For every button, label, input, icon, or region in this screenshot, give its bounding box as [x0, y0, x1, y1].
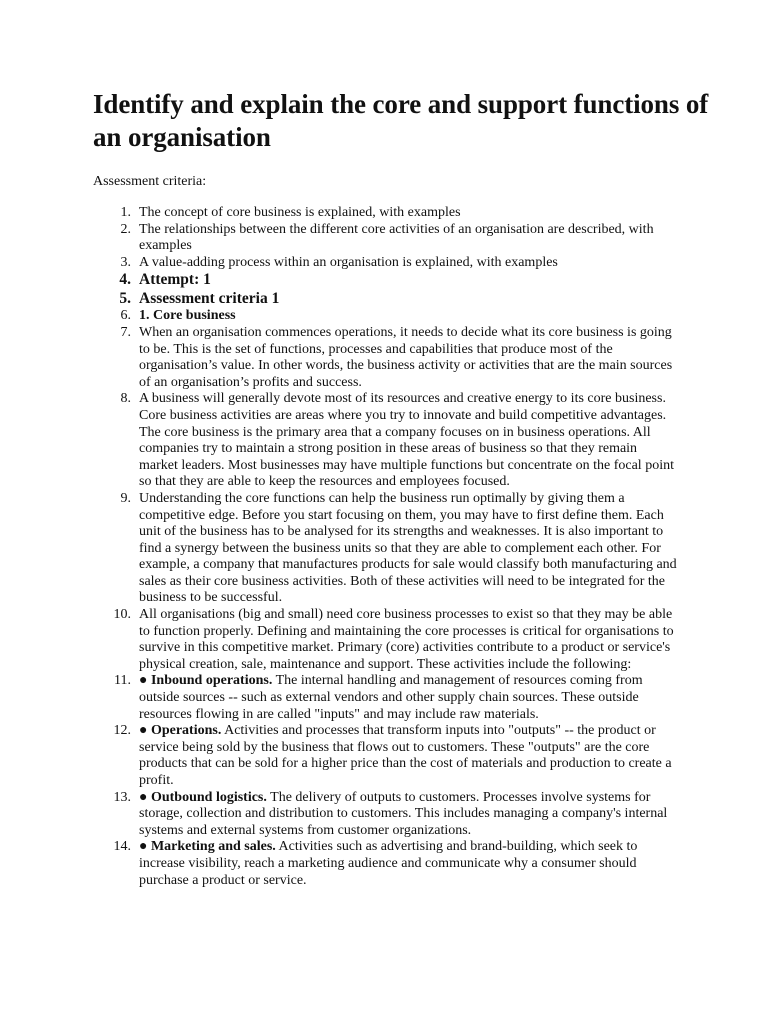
- list-item-number: 13.: [113, 789, 131, 805]
- list-item-text: The concept of core business is explained, with examples: [139, 205, 461, 220]
- list-item-lead: ● Outbound logistics.: [139, 789, 267, 805]
- list-item-number: 11.: [114, 673, 131, 689]
- list-item-number: 2.: [120, 221, 131, 237]
- list-item-text: 1. Core business: [139, 308, 236, 324]
- list-item-text: The relationships between the different core activities of an organisation are described, with examples: [139, 221, 654, 254]
- list-item-number: 7.: [120, 324, 131, 340]
- list-item-text: A value-adding process within an organisation is explained, with examples: [139, 254, 558, 270]
- list-item: [93, 205, 678, 222]
- list-item: [93, 723, 678, 789]
- list-item: [93, 255, 678, 272]
- list-item-text: Attempt: 1: [139, 271, 211, 289]
- list-item-number: 8.: [120, 391, 131, 407]
- list-item-text: Understanding the core functions can help the business run optimally by giving them a competitive edge. Before you start focusing on them, you may have to first define them. Each unit of the business has to be analysed for its strengths and weaknesses. It is also important to find a synergy between the business units so that they are able to complement each other. For example, a company that manufactures products for sale would classify both manufacturing and sales as their core business activities. Both of these activities will need to be integrated for the business to be successful.: [139, 490, 677, 606]
- list-item-text: Assessment criteria 1: [139, 289, 280, 307]
- list-item-text: When an organisation commences operations, it needs to decide what its core business is going to be. This is the set of functions, processes and capabilities that produce most of the organisation’s value. In other words, the business activity or activities that are the main sources of an organisation’s profits and success.: [139, 324, 673, 390]
- list-item-text: Activities such as advertising and brand-building, which seek to increase visibility, reach a marketing audience and communicate why a consumer should purchase a product or service.: [139, 839, 638, 888]
- list-item-text: All organisations (big and small) need core business processes to exist so that they may be able to function properly. Defining and maintaining the core processes is critical for organisations to survive in this competitive market. Primary (core) activities contribute to a product or service's physical creation, sale, maintenance and support. These activities include the following:: [139, 607, 674, 672]
- list-item: [93, 325, 678, 391]
- assessment-criteria-label: Assessment criteria:: [93, 174, 207, 189]
- list-item-lead: ● Operations.: [139, 723, 222, 739]
- list-item-number: 1.: [120, 205, 131, 220]
- list-item: [93, 673, 678, 723]
- list-item-number: 9.: [120, 490, 131, 506]
- list-item-heading: [93, 271, 678, 290]
- list-item: [93, 222, 678, 255]
- list-item-number: 5.: [119, 289, 131, 307]
- list-item-heading: [93, 290, 678, 309]
- list-item: [93, 607, 678, 673]
- list-item-number: 12.: [113, 723, 131, 739]
- list-item-number: 14.: [113, 839, 131, 855]
- list-item-text: A business will generally devote most of its resources and creative energy to its core business. Core business activities are areas where you try to innovate and build competitive advantages. The core business is the primary area that a company focuses on in business operations. All companies try to maintain a strong position in these areas of business so that they remain market leaders. Most businesses may have multiple functions but concentrate on the focal point so that they are able to keep the resources and employees focused.: [139, 391, 674, 490]
- list-item-text: The internal handling and management of resources coming from outside sources -- such as external vendors and other supply chain sources. These outside resources flowing in are called "inputs" and may include raw materials.: [139, 673, 643, 722]
- list-item-text: The delivery of outputs to customers. Processes involve systems for storage, collection and distribution to customers. This includes managing a company's internal systems and external systems from customer organizations.: [139, 789, 668, 838]
- numbered-list: [93, 205, 678, 889]
- list-item-text: Activities and processes that transform inputs into "outputs" -- the product or service being sold by the business that flows out to customers. These "outputs" are the core products that can be sold for a higher price than the cost of materials and production to create a profit.: [139, 723, 672, 788]
- list-item: [93, 391, 678, 491]
- list-item-lead: ● Marketing and sales.: [139, 839, 276, 855]
- list-item: [93, 491, 678, 607]
- list-item-number: 10.: [113, 607, 131, 623]
- list-item-subheading: [93, 308, 678, 325]
- list-item: [93, 790, 678, 840]
- list-item-number: 4.: [119, 271, 131, 289]
- list-item-lead: ● Inbound operations.: [139, 673, 273, 689]
- document-title: Identify and explain the core and support functions of an organisation: [93, 89, 709, 152]
- list-item-number: 6.: [120, 308, 131, 324]
- list-item-number: 3.: [120, 254, 131, 270]
- list-item: [93, 839, 678, 889]
